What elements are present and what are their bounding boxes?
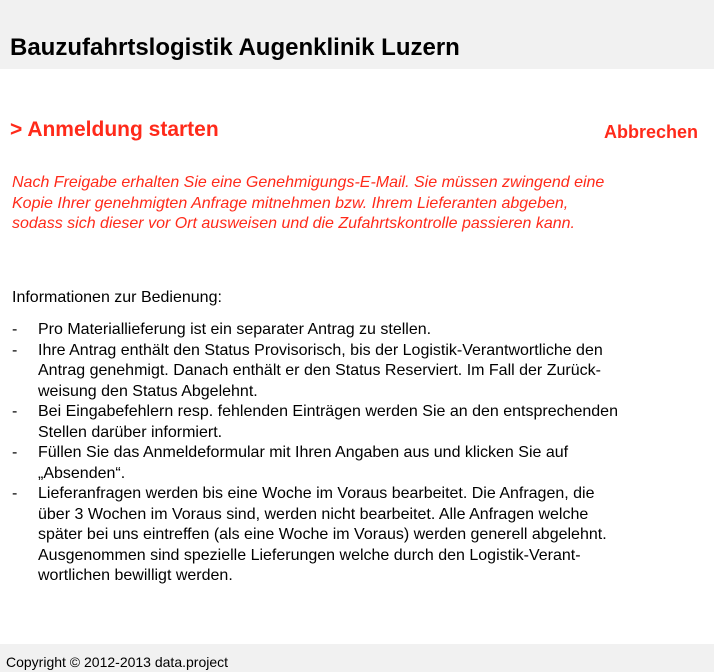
bullet-dash: - [12, 403, 18, 420]
info-line: Füllen Sie das Anmeldeformular mit Ihren Angaben aus und klicken Sie auf [38, 444, 569, 461]
info-line: Lieferanfragen werden bis eine Woche im Voraus bearbeitet. Die Anfragen, die [38, 485, 595, 502]
info-line: Ihre Antrag enthält den Status Provisorisch, bis der Logistik-Verantwortliche den [38, 341, 603, 359]
info-line: Bei Eingabefehlern resp. fehlenden Einträgen werden Sie an den entsprechenden [38, 403, 618, 420]
bullet-dash: - [12, 341, 18, 359]
info-line: weisung den Status Abgelehnt. [38, 382, 258, 400]
info-line: Stellen darüber informiert. [38, 423, 223, 441]
notice-line: Kopie Ihrer genehmigten Anfrage mitnehmen bzw. Ihrem Lieferanten abgeben, [12, 194, 569, 212]
notice-line: Nach Freigabe erhalten Sie eine Genehmigungs-E-Mail. Sie müssen zwingend eine [12, 174, 605, 191]
info-line: Pro Materiallieferung ist ein separater Antrag zu stellen. [38, 321, 432, 338]
info-heading: Informationen zur Bedienung: [12, 289, 222, 306]
info-line: später bei uns eintreffen (als eine Woche im Voraus) werden generell abgelehnt. [38, 526, 607, 543]
start-registration-link[interactable]: > Anmeldung starten [10, 118, 219, 141]
notice-line: sodass sich dieser vor Ort ausweisen und die Zufahrtskontrolle passieren kann. [12, 215, 575, 232]
cancel-link[interactable]: Abbrechen [603, 122, 698, 142]
info-line: wortlichen bewilligt werden. [38, 567, 233, 584]
app-title: Bauzufahrtslogistik Augenklinik Luzern [10, 34, 460, 61]
approval-notice [12, 173, 712, 235]
info-item [12, 320, 704, 341]
header-bar [0, 0, 714, 69]
info-item [12, 402, 704, 443]
bullet-dash: - [12, 485, 18, 502]
info-item [12, 341, 704, 403]
info-item [12, 484, 704, 587]
footer-bar [0, 644, 714, 672]
info-item [12, 443, 704, 484]
info-line: über 3 Wochen im Voraus sind, werden nicht bearbeitet. Alle Anfragen welche [38, 505, 589, 523]
copyright-text: Copyright © 2012-2013 data.project [6, 654, 229, 670]
info-line: Ausgenommen sind spezielle Lieferungen welche durch den Logistik-Verant- [38, 546, 581, 564]
bullet-dash: - [12, 444, 18, 461]
info-list [12, 320, 704, 587]
info-line: „Absenden“. [38, 464, 126, 482]
bullet-dash: - [12, 321, 18, 338]
info-line: Antrag genehmigt. Danach enthält er den Status Reserviert. Im Fall der Zurück- [38, 362, 601, 379]
